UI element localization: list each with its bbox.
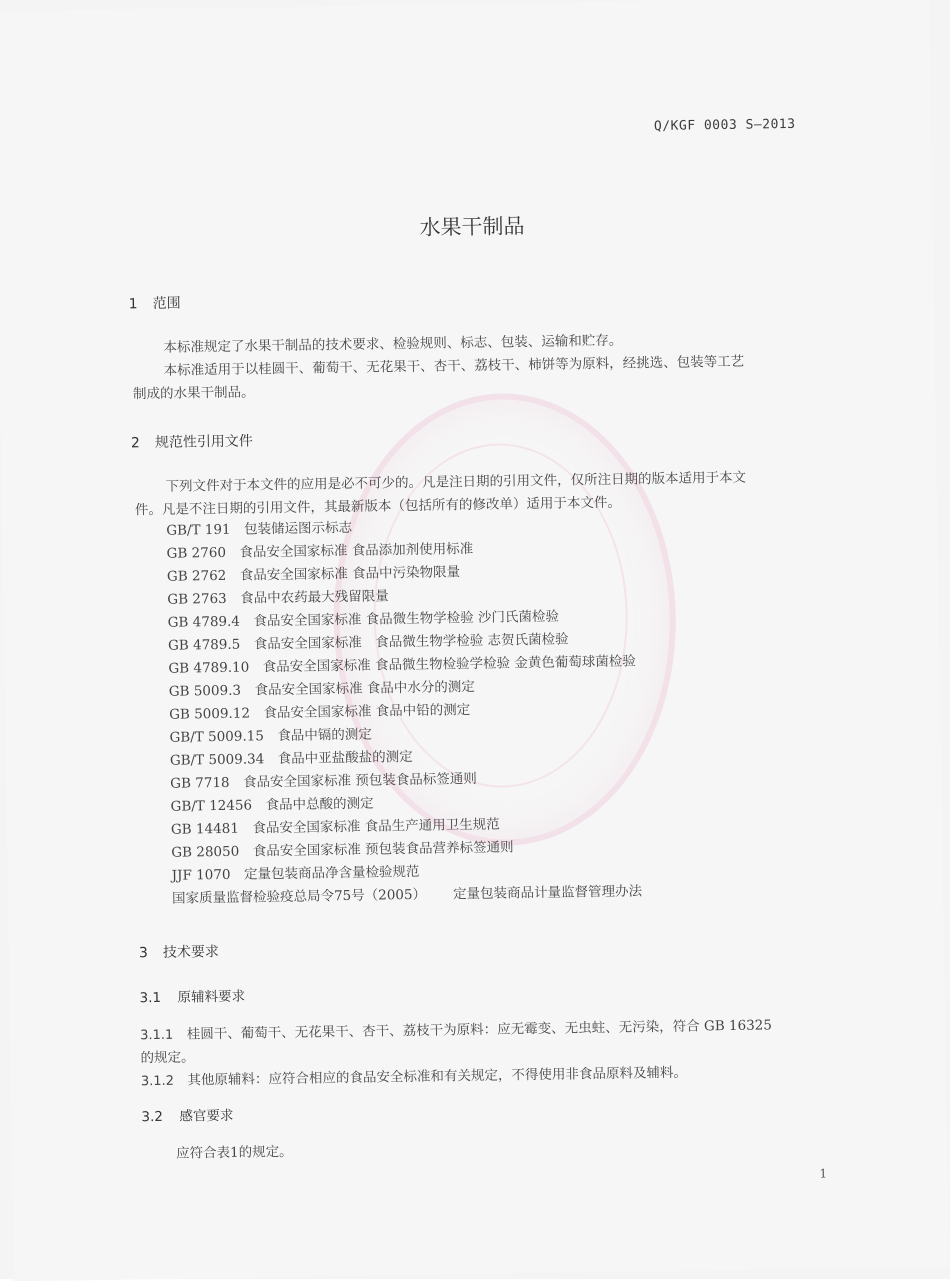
- clause-text: 其他原辅料：应符合相应的食品安全标准和有关规定，不得使用非食品原料及辅料。: [187, 1064, 688, 1089]
- document-code: Q/KGF 0003 S—2013: [653, 116, 796, 135]
- clause-number: 3.1.2: [140, 1073, 175, 1090]
- subsection-heading-3-1: [139, 985, 245, 1007]
- reference-list: [166, 512, 642, 910]
- section-number: 1: [128, 296, 138, 313]
- reference-code: GB 5009.12: [169, 705, 251, 723]
- paragraph-continuation: 制成的水果干制品。: [132, 384, 255, 403]
- reference-code: 国家质量监督检验疫总局令75号（2005）: [171, 886, 427, 907]
- reference-code: GB 2763: [167, 590, 227, 608]
- section-heading-2: [131, 430, 253, 452]
- section-label: 原辅料要求: [177, 988, 246, 1006]
- reference-code: GB 4789.10: [168, 659, 250, 677]
- section-heading-1: [129, 293, 181, 314]
- paragraph: 本标准规定了水果干制品的技术要求、检验规则、标志、包装、运输和贮存。: [163, 332, 623, 356]
- section-number: 3.2: [141, 1108, 164, 1126]
- reference-title: 食品安全国家标准 食品微生物学检验 沙门氏菌检验: [253, 608, 560, 630]
- reference-title: 食品安全国家标准 食品中铅的测定: [263, 702, 471, 722]
- reference-title: 食品中亚盐酸盐的测定: [277, 748, 413, 768]
- reference-title: 食品中农药最大残留限量: [240, 588, 389, 607]
- page-title: 水果干制品: [419, 214, 525, 240]
- reference-code: GB 14481: [170, 820, 240, 838]
- page-number: 1: [819, 1166, 828, 1181]
- paragraph: 应符合表1的规定。: [175, 1143, 293, 1162]
- reference-title: 包装储运图示标志: [243, 519, 353, 538]
- reference-title: 食品安全国家标准 食品微生物学检验 志贺氏菌检验: [253, 631, 569, 653]
- section-label: 感官要求: [179, 1107, 234, 1125]
- reference-title: 食品安全国家标准 食品中污染物限量: [239, 564, 461, 584]
- paragraph: 下列文件对于本文件的应用是必不可少的。凡是注日期的引用文件，仅所注日期的版本适用于本文: [165, 469, 747, 495]
- reference-code: GB 2760: [166, 544, 227, 562]
- paragraph-continuation: 的规定。: [140, 1049, 195, 1067]
- reference-title: 食品安全国家标准 食品微生物检验学检验 金黄色葡萄球菌检验: [262, 653, 636, 676]
- reference-title: 食品中总酸的测定: [265, 795, 374, 814]
- paragraph-continuation: 件。凡是不注日期的引用文件，其最新版本（包括所有的修改单）适用于本文件。: [134, 494, 622, 519]
- section-label: 范围: [152, 295, 181, 312]
- reference-title: 食品安全国家标准 食品中水分的测定: [254, 678, 475, 699]
- reference-code: GB/T 191: [166, 521, 231, 539]
- reference-code: GB 4789.5: [167, 636, 241, 654]
- reference-title: 食品中镉的测定: [277, 726, 372, 745]
- reference-code: GB 4789.4: [167, 613, 241, 631]
- reference-code: GB/T 12456: [170, 797, 253, 815]
- reference-code: GB 2762: [166, 567, 227, 585]
- reference-code: GB/T 5009.15: [169, 728, 265, 746]
- section-number: 3: [138, 945, 148, 962]
- reference-title: 食品安全国家标准 预包装食品标签通则: [242, 770, 477, 791]
- section-label: 规范性引用文件: [154, 433, 253, 451]
- section-heading-3: [139, 941, 219, 962]
- reference-code: JJF 1070: [171, 866, 231, 884]
- reference-title: 食品安全国家标准 食品生产通用卫生规范: [252, 816, 500, 837]
- reference-code: GB 7718: [170, 774, 230, 792]
- section-label: 技术要求: [162, 944, 220, 961]
- reference-code: GB 28050: [171, 843, 240, 861]
- section-number: 2: [130, 435, 140, 452]
- clause-3-1-2: [141, 1061, 687, 1090]
- clause-3-1-1: [140, 1013, 772, 1043]
- reference-title: 食品安全国家标准 食品添加剂使用标准: [239, 540, 474, 561]
- paragraph: 本标准适用于以桂圆干、葡萄干、无花果干、杏干、荔枝干、柿饼等为原料，经挑选、包装等工艺: [163, 353, 745, 379]
- subsection-heading-3-2: [141, 1104, 233, 1125]
- reference-title: 定量包装商品净含量检验规范: [243, 863, 420, 883]
- reference-title: 定量包装商品计量监督管理办法: [452, 883, 643, 903]
- reference-title: 食品安全国家标准 预包装食品营养标签通则: [252, 839, 514, 860]
- section-number: 3.1: [139, 989, 162, 1007]
- clause-text: 桂圆干、葡萄干、无花果干、杏干、荔枝干为原料：应无霉变、无虫蛀、无污染，符合 GB 16325: [186, 1017, 773, 1043]
- clause-number: 3.1.1: [140, 1027, 174, 1044]
- reference-code: GB 5009.3: [168, 682, 242, 700]
- reference-code: GB/T 5009.34: [169, 751, 265, 769]
